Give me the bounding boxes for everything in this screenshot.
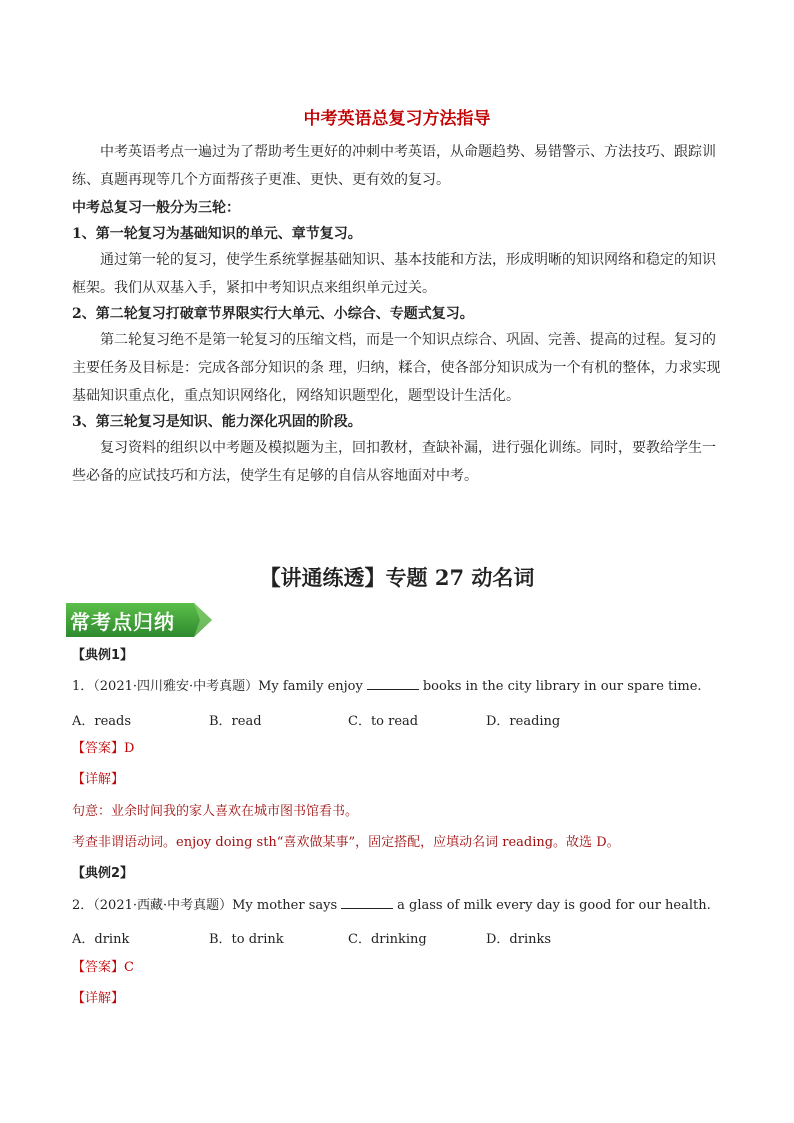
intro-paragraph-2: 中考总复习一般分为三轮： [72, 200, 240, 216]
question-text-end: books in the city library in our spare time. [422, 679, 702, 694]
question-text: 1．（2021·四川雅安·中考真题）My family enjoy [72, 679, 363, 694]
intro-title: 中考英语总复习方法指导 [303, 109, 491, 129]
option-c: C．to read [348, 714, 419, 729]
example-2-label: 【典例2】 [72, 866, 134, 881]
round-2-heading: 2、第二轮复习打破章节界限实行大单元、小综合、专题式复习。 [72, 306, 474, 322]
example-2-question [72, 896, 732, 916]
example-2-answer: 【答案】C [72, 960, 134, 975]
question-text-end: a glass of milk every day is good for our health. [397, 898, 711, 913]
banner-label: 常考点归纳 [70, 610, 175, 634]
round-3-heading: 3、第三轮复习是知识、能力深化巩固的阶段。 [72, 414, 362, 430]
round-3-text: 复习资料的组织以中考题及模拟题为主，回扣教材，查缺补漏，进行强化训练。同时，要教给学生一些必备的应试技巧和方法，使学生有足够的自信从容地面对中考。 [72, 440, 716, 484]
example-1-analysis: 考查非谓语动词。enjoy doing sth“喜欢做某事”，固定搭配，应填动名词 reading。故选 D。 [72, 835, 620, 850]
section-banner [66, 603, 214, 637]
option-b: B．to drink [209, 932, 284, 947]
example-1-answer: 【答案】D [72, 741, 135, 756]
answer-blank [341, 896, 393, 909]
topic-title: 【讲通练透】专题 27 动名词 [259, 565, 535, 590]
intro-paragraph-1: 中考英语考点一遍过为了帮助考生更好的冲刺中考英语，从命题趋势、易错警示、方法技巧、跟踪训练、真题再现等几个方面帮孩子更准、更快、更有效的复习。 [72, 144, 716, 188]
example-1-question [72, 677, 732, 697]
option-b: B．read [209, 714, 262, 729]
round-1-heading: 1、第一轮复习为基础知识的单元、章节复习。 [72, 226, 362, 242]
example-1-meaning: 句意：业余时间我的家人喜欢在城市图书馆看书。 [72, 804, 359, 819]
example-1-label: 【典例1】 [72, 648, 134, 663]
answer-blank [367, 677, 419, 690]
option-a: A．reads [72, 714, 132, 729]
question-text: 2．（2021·西藏·中考真题）My mother says [72, 898, 338, 913]
option-a: A．drink [72, 932, 130, 947]
example-1-detail: 【详解】 [72, 772, 125, 787]
round-2-text: 第二轮复习绝不是第一轮复习的压缩文档，而是一个知识点综合、巩固、完善、提高的过程。复习的主要任务及目标是：完成各部分知识的条 理，归纳，糅合，使各部分知识成为一个有机的整体，力求实现基础知识重点化，重点知识网络化，网络知识题型化，题型设计生活化。 [72, 332, 721, 404]
option-c: C．drinking [348, 932, 427, 947]
example-2-detail: 【详解】 [72, 991, 125, 1006]
option-d: D．drinks [486, 932, 552, 947]
round-1-text: 通过第一轮的复习，使学生系统掌握基础知识、基本技能和方法，形成明晰的知识网络和稳定的知识框架。我们从双基入手，紧扣中考知识点来组织单元过关。 [72, 252, 716, 296]
option-d: D．reading [486, 714, 561, 729]
